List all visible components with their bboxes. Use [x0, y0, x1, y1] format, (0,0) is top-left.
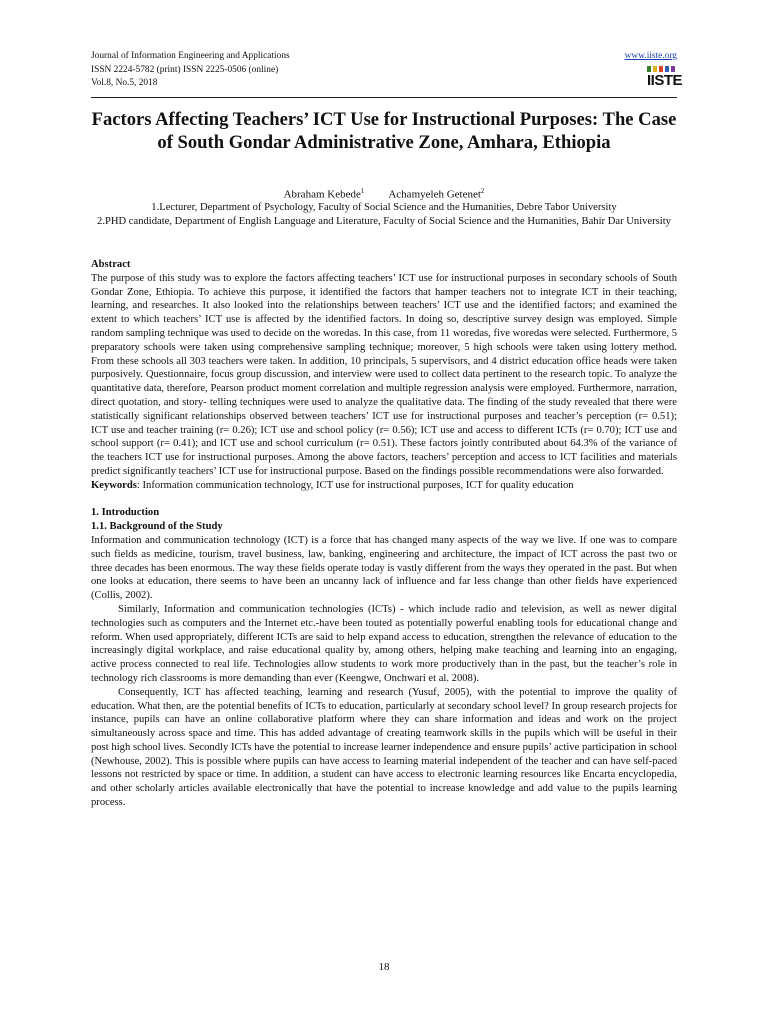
paper-title: Factors Affecting Teachers’ ICT Use for Instructional Purposes: The Case of South Gondar Administrative Zone, Amhara, Ethiopia [91, 109, 677, 153]
paper-body [91, 258, 677, 810]
keywords [91, 479, 677, 493]
affiliation-2: 2.PHD candidate, Department of English Language and Literature, Faculty of Social Science and the Humanities, Bahir Dar University [97, 216, 671, 228]
author-line [91, 184, 677, 202]
author-name: Abraham Kebede [283, 188, 361, 201]
journal-name: Journal of Information Engineering and Applications [91, 51, 290, 61]
website-link[interactable]: www.iiste.org [624, 51, 677, 61]
logo-text: IISTE [647, 72, 683, 89]
journal-header [91, 50, 683, 96]
keywords-text: : Information communication technology, ICT use for instructional purposes, ICT for quality education [136, 479, 574, 491]
body-paragraph: Consequently, ICT has affected teaching, learning and research (Yusuf, 2005), with the potential to improve the quality of education. What then, are the potential benefits of ICTs to education, particularly at secondary school level? In group research projects for instance, pupils can have an online collaborative platform where they can share information and ideas and work on the project simultaneously across space and time. This has added advantage of creating teamwork skills in the pupils which will be useful in their post high school lives. Secondly ICTs have the potential to increase learner independence and ensure pupils’ active participation in school (Newhouse, 2002). This is possible where pupils can have access to learning material independent of the teacher and can have self-paced lessons not restricted by space or time. In addition, a student can have access to electronic learning resources like Encarta encyclopedia, and other scholarly articles available electronically that have the potential to increase knowledge and add value to the pupils learning process. [91, 686, 677, 809]
affiliations [91, 201, 677, 229]
author-mark: 2 [480, 187, 485, 195]
abstract-text: The purpose of this study was to explore the factors affecting teachers’ ICT use for instructional purposes in secondary schools of South Gondar Zone, Ethiopia. To achieve this purpose, it identified the factors that hamper teachers not to integrate ICT in their teaching, learning, and researches. It also looked into the relationships between teachers’ ICT use and the identified factors; and examined the extent to which teachers’ ICT use is affected by the identified factors. In doing so, descriptive survey design was employed. Simple random sampling technique was used to decide on the woredas. In this case, from 11 woredas, five woredas were selected. Furthermore, 5 preparatory schools were taken using comprehensive sampling technique; moreover, 5 high schools were taken using lottery method. From these schools all 303 teachers were taken. In addition, 10 principals, 5 supervisors, and 4 district education office heads were taken purposively. Questionnaire, focus group discussion, and interview were used to collect data pertinent to the research topic. To analyze the quantitative data, therefore, Pearson product moment correlation and multiple regression analysis were employed. Furthermore, narration, direct quotation, and story- telling techniques were used to analyze the qualitative data. The finding of the study revealed that there were statistically significant relationships observed between teachers’ ICT use for instructional purposes and teacher’s perception (r= 0.51); ICT use and teacher training (r= 0.26); ICT use and school policy (r= 0.56); ICT use and access to different ICTs (r= 0.70); ICT use and school support (r= 0.41); and ICT use and school curriculum (r= 0.51). These factors jointly contributed about 64.3% of the variance of the teachers ICT use for instructional purposes. Among the above factors, teachers’ perception and access to ICT facilities and materials predict significantly teachers’ ICT use for instructional purpose. Based on the findings possible recommendations were also forwarded. [91, 272, 677, 477]
header-rule [91, 97, 677, 98]
author-name: Achamyeleh Getenet [388, 188, 481, 201]
subsection-heading: 1.1. Background of the Study [91, 521, 223, 533]
iiste-logo [647, 66, 683, 92]
journal-issn: ISSN 2224-5782 (print) ISSN 2225-0506 (online) [91, 64, 279, 75]
body-paragraph: Information and communication technology (ICT) is a force that has changed many aspects of the way we live. If one was to compare such fields as medicine, tourism, travel business, law, banking, engineering and architecture, the impact of ICT across the past two or three decades has been enormous. The way these fields operate today is vastly different from the ways they operated in the past. But when one looks at education, there seems to have been an uncanny lack of influence and far less change than other fields have experienced (Collis, 2002). [91, 534, 677, 602]
affiliation-1: 1.Lecturer, Department of Psychology, Faculty of Social Science and the Humanities, Debre Tabor University [151, 202, 617, 213]
section-heading: 1. Introduction [91, 507, 160, 519]
body-paragraph: Similarly, Information and communication technologies (ICTs) - which include radio and television, as well as newer digital technologies such as computers and the Internet etc.-have been touted as potentially powerful enabling tools for educational change and reform. When used appropriately, different ICTs are said to help expand access to education, strengthen the relevance of education to the increasingly digital workplace, and raise educational quality by, among others, helping make teaching and learning into an engaging, active process connected to real life. Technologies allow students to work more productively than in the past, but the teacher’s role in technology rich classrooms is more demanding than ever (Keengwe, Onchwari et al. 2008). [91, 603, 677, 684]
abstract-heading: Abstract [91, 259, 131, 270]
journal-info [91, 50, 290, 91]
page-number: 18 [378, 961, 390, 973]
author-mark: 1 [360, 187, 365, 195]
keywords-label: Keywords [91, 479, 137, 491]
journal-volume: Vol.8, No.5, 2018 [91, 78, 158, 88]
